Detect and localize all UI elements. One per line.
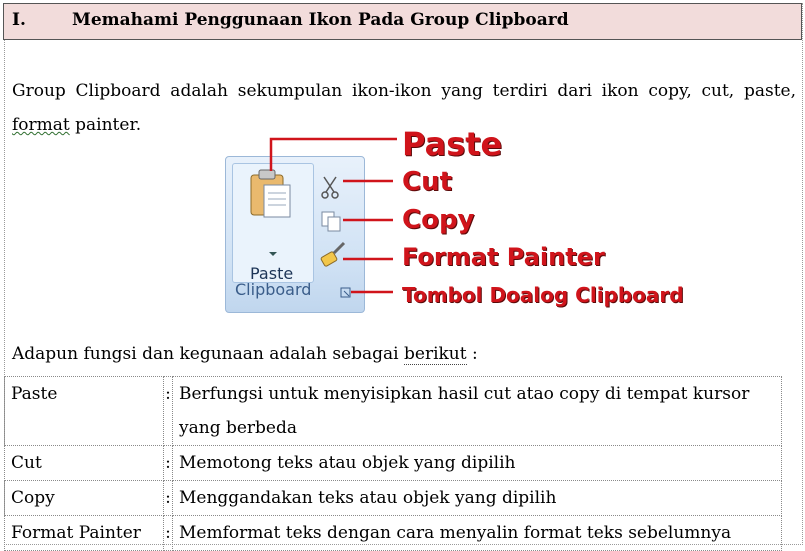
intro-text: Group Clipboard adalah sekumpulan ikon-ikon yang terdiri dari ikon copy, cut, paste, — [12, 81, 796, 101]
clipboard-figure — [225, 123, 684, 323]
separator-cell: : — [164, 481, 173, 516]
sub-intro-text: Adapun fungsi dan kegunaan adalah sebagai — [12, 344, 399, 364]
description-cell: Memotong teks atau objek yang dipilih — [173, 446, 782, 481]
description-cell: Memformat teks dengan cara menyalin format teks sebelumnya — [173, 516, 782, 551]
description-cell: Menggandakan teks atau objek yang dipilih — [173, 481, 782, 516]
heading-title: Memahami Penggunaan Ikon Pada Group Clipboard — [72, 10, 569, 30]
sub-intro-underlined: berikut — [404, 344, 467, 364]
section-heading — [3, 3, 802, 40]
intro-tail: painter. — [75, 115, 142, 135]
separator-cell: : — [164, 446, 173, 481]
callout-dialog-launcher: Tombol Doalog Clipboard — [402, 283, 684, 307]
callout-paste: Paste — [402, 125, 503, 163]
callout-line-paste — [271, 139, 397, 171]
separator-cell: : — [164, 377, 173, 446]
table-row — [5, 377, 782, 446]
table-row — [5, 446, 782, 481]
table-row — [5, 481, 782, 516]
heading-number: I. — [12, 10, 26, 30]
sub-intro-colon: : — [472, 344, 478, 364]
term-cell: Cut — [5, 446, 164, 481]
table-row — [5, 516, 782, 551]
ribbon-group-label: Clipboard — [235, 280, 312, 299]
function-table — [4, 376, 782, 551]
description-cell: Berfungsi untuk menyisipkan hasil cut atao copy di tempat kursor yang berbeda — [173, 377, 782, 446]
separator-cell: : — [164, 516, 173, 551]
callout-cut: Cut — [402, 167, 453, 197]
callout-copy: Copy — [402, 205, 475, 235]
term-cell: Copy — [5, 481, 164, 516]
term-cell: Paste — [5, 377, 164, 446]
term-cell: Format Painter — [5, 516, 164, 551]
callout-format-painter: Format Painter — [402, 243, 605, 271]
ribbon-paste-label: Paste — [250, 264, 294, 283]
intro-underlined-word: format — [12, 115, 70, 135]
sub-intro — [12, 344, 478, 364]
